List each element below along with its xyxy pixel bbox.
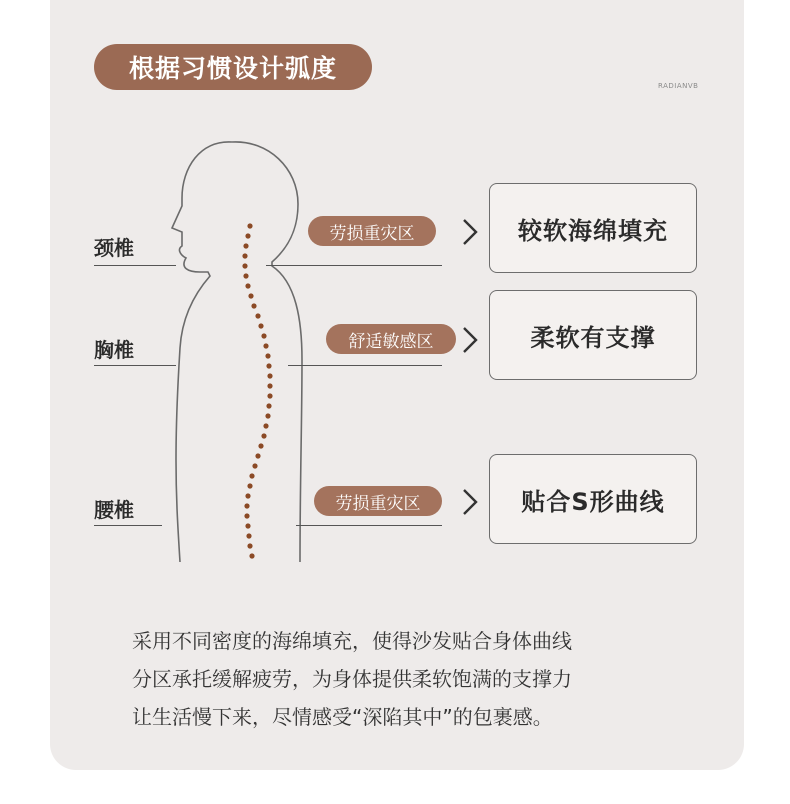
spine-dot (249, 473, 254, 478)
feature-box-thoracic: 柔软有支撑 (489, 290, 697, 380)
chevron-right-icon (458, 486, 482, 518)
spine-dot (267, 383, 272, 388)
body-outline (172, 142, 302, 562)
brand-mark: RADIANVB (658, 82, 699, 90)
spine-dot (267, 373, 272, 378)
spine-dot (261, 433, 266, 438)
spine-dot (243, 243, 248, 248)
zone-tag-lumbar: 劳损重灾区 (314, 486, 442, 516)
spine-dot (267, 393, 272, 398)
spine-dot (246, 533, 251, 538)
spine-dot (266, 363, 271, 368)
spine-dot (245, 283, 250, 288)
zone-tag-cervical: 劳损重灾区 (308, 216, 436, 246)
spine-dots (242, 223, 272, 558)
zone-line-lumbar (94, 525, 162, 526)
spine-dot (245, 493, 250, 498)
spine-dot (249, 553, 254, 558)
spine-dot (255, 313, 260, 318)
feature-box-lumbar: 贴合S形曲线 (489, 454, 697, 544)
zone-line-thoracic (94, 365, 176, 366)
spine-dot (255, 453, 260, 458)
spine-dot (245, 233, 250, 238)
zone-line-lumbar-right (296, 525, 442, 526)
spine-dot (245, 523, 250, 528)
spine-dot (265, 353, 270, 358)
zone-line-cervical (94, 265, 176, 266)
section-title: 根据习惯设计弧度 (94, 44, 372, 90)
zone-label-thoracic: 胸椎 (94, 338, 134, 362)
zone-label-cervical: 颈椎 (94, 236, 134, 260)
spine-dot (252, 463, 257, 468)
description-line: 分区承托缓解疲劳，为身体提供柔软饱满的支撑力 (132, 667, 572, 691)
spine-dot (247, 483, 252, 488)
description (132, 622, 692, 736)
zone-tag-thoracic: 舒适敏感区 (326, 324, 456, 354)
zone-line-cervical-right (266, 265, 442, 266)
spine-dot (263, 343, 268, 348)
spine-dot (251, 303, 256, 308)
spine-dot (265, 413, 270, 418)
spine-dot (243, 273, 248, 278)
spine-dot (244, 513, 249, 518)
spine-dot (258, 323, 263, 328)
zone-line-thoracic-right (288, 365, 442, 366)
spine-dot (248, 293, 253, 298)
description-line: 采用不同密度的海绵填充，使得沙发贴合身体曲线 (132, 629, 572, 653)
spine-dot (263, 423, 268, 428)
spine-dot (242, 263, 247, 268)
spine-dot (247, 223, 252, 228)
feature-box-cervical: 较软海绵填充 (489, 183, 697, 273)
chevron-right-icon (458, 216, 482, 248)
spine-dot (244, 503, 249, 508)
spine-dot (266, 403, 271, 408)
spine-dot (242, 253, 247, 258)
spine-dot (247, 543, 252, 548)
zone-label-lumbar: 腰椎 (94, 498, 134, 522)
chevron-right-icon (458, 324, 482, 356)
spine-dot (261, 333, 266, 338)
description-line: 让生活慢下来，尽情感受“深陷其中”的包裹感。 (132, 705, 553, 729)
spine-dot (258, 443, 263, 448)
